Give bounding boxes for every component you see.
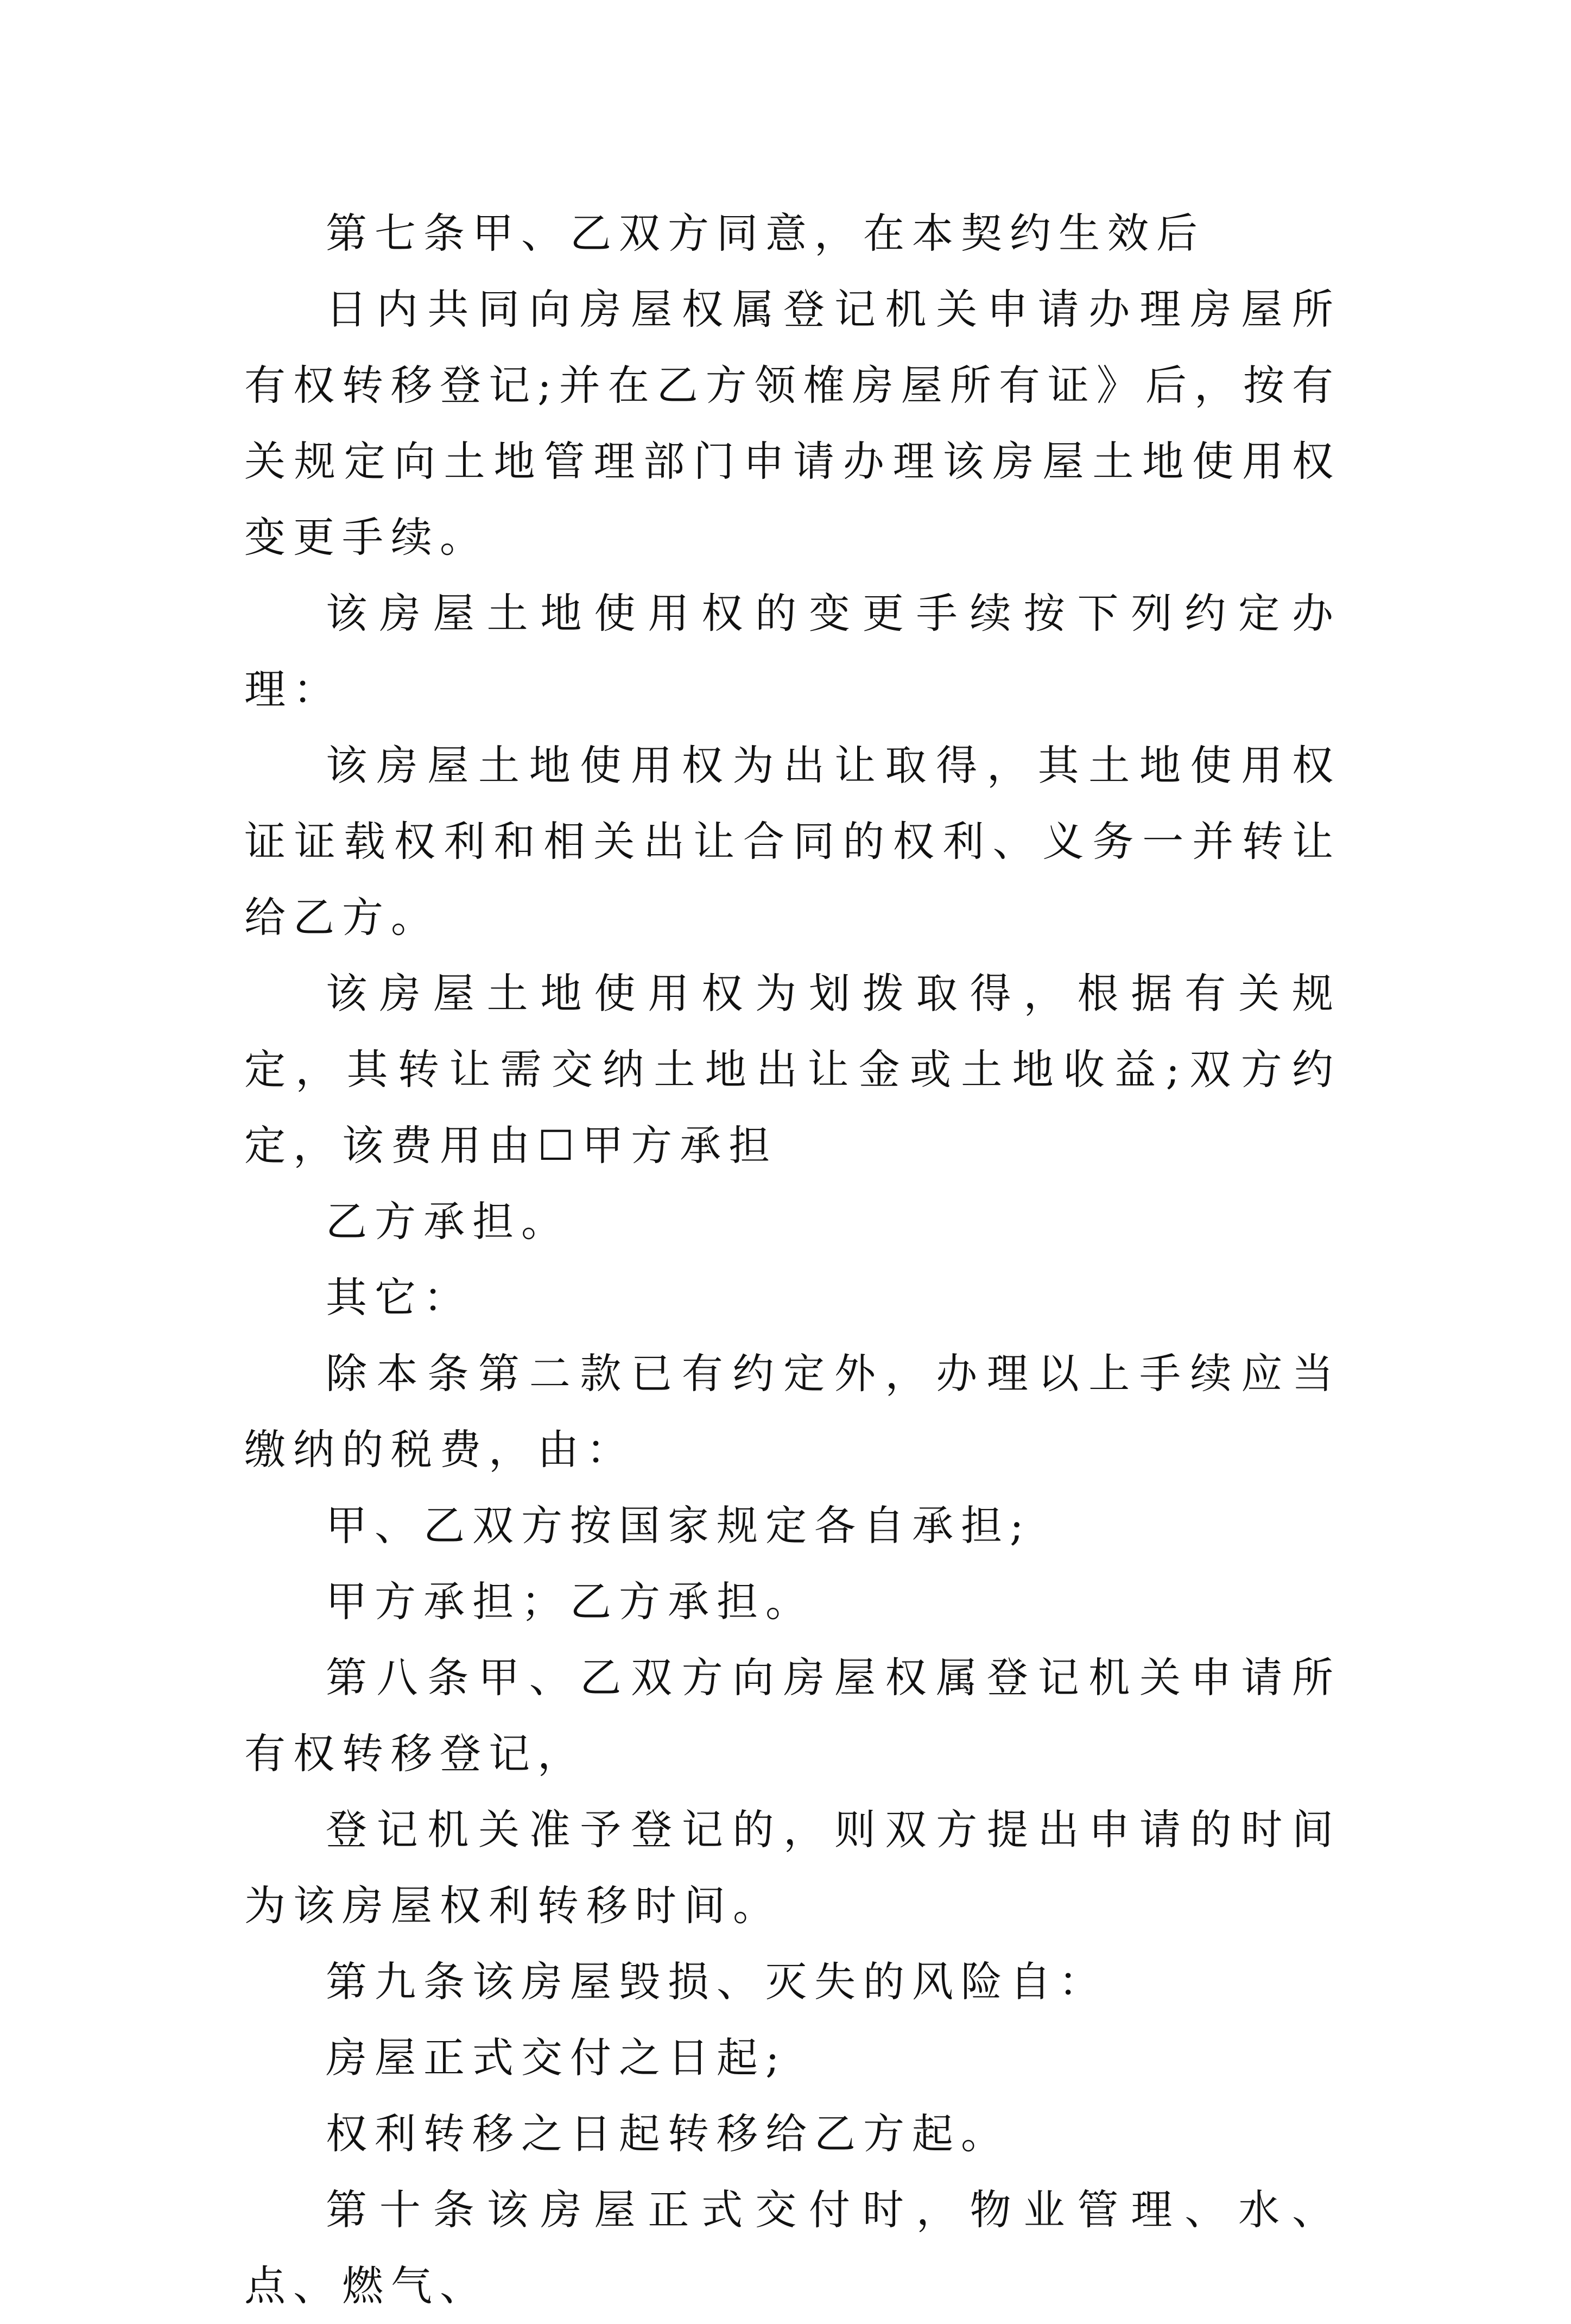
paragraph-article-9: 第九条该房屋毁损、灭失的风险自： (326, 1957, 1107, 2006)
paragraph-transfer-allocated: 该房屋土地使用权为划拨取得，根据有关规定，其转让需交纳土地出让金或土地收益;双方约定，该费用由☐甲方承担 (244, 969, 1341, 1170)
paragraph-land-use-change: 该房屋土地使用权的变更手续按下列约定办理： (244, 589, 1341, 713)
document-body (244, 195, 1341, 2324)
paragraph-delivery-date: 房屋正式交付之日起; (326, 2033, 787, 2082)
paragraph-party-b-bears: 乙方承担。 (326, 1197, 570, 1246)
paragraph-transfer-granted: 该房屋土地使用权为出让取得，其土地使用权证证载权利和相关出让合同的权利、义务一并转让给乙方。 (244, 741, 1341, 942)
paragraph-article-8: 第八条甲、乙双方向房屋权属登记机关申请所有权转移登记， (244, 1653, 1341, 1778)
paragraph-registration-approval: 登记机关准予登记的，则双方提出申请的时间为该房屋权利转移时间。 (244, 1805, 1341, 1930)
paragraph-other: 其它： (326, 1273, 472, 1322)
paragraph-registration-deadline: 日内共同向房屋权属登记机关申请办理房屋所有权转移登记;并在乙方领榷房屋所有证》后，按有关规定向土地管理部门申请办理该房屋土地使用权变更手续。 (244, 285, 1341, 561)
paragraph-taxes-fees: 除本条第二款已有约定外，办理以上手续应当缴纳的税费，由： (244, 1349, 1341, 1474)
paragraph-transfer-date: 权利转移之日起转移给乙方起。 (326, 2110, 1010, 2158)
paragraph-each-bears: 甲、乙双方按国家规定各自承担; (326, 1501, 1031, 1550)
paragraph-party-a-or-b-bears: 甲方承担；乙方承担。 (326, 1577, 814, 1626)
paragraph-article-10: 第十条该房屋正式交付时，物业管理、水、点、燃气、 (244, 2186, 1341, 2310)
paragraph-article-7: 第七条甲、乙双方同意，在本契约生效后 (326, 209, 1205, 257)
